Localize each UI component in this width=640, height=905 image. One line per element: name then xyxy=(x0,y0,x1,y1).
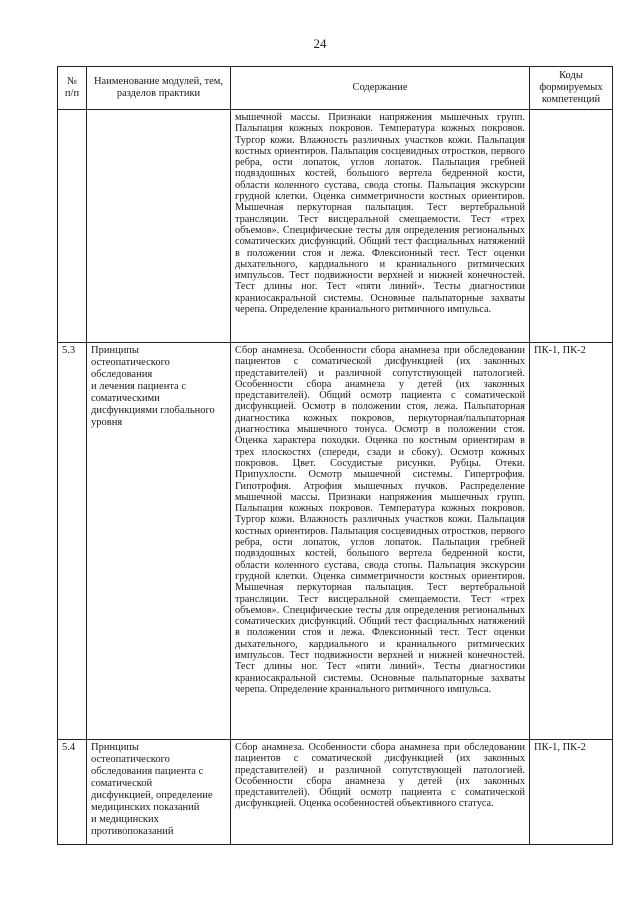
header-name: Наименование модулей, тем, разделов практики xyxy=(87,67,231,110)
row-codes: ПК-1, ПК-2 xyxy=(530,343,613,740)
row-codes: ПК-1, ПК-2 xyxy=(530,740,613,845)
row-content: Сбор анамнеза. Особенности сбора анамнеза при обследовании пациентов с соматической дисфункцией (их законных представителей) и различной сопутствующей патологией. Особенности сбора анамнеза у детей (их законных представителей). Общий осмотр пациента с соматической дисфункцией. Осмотр в положении стоя, лежа. Пальпаторная диагностика кожных покровов, перкуторная/пальпаторная диагностика мышечного тонуса. Осмотр в положении стоя. Оценка характера походки. Оценка по костным ориентирам в трех плоскостях (спереди, сзади и сбоку). Осмотр кожных покровов. Цвет. Сосудистые рисунки. Рубцы. Отеки. Припухлости. Осмотр мышечной системы. Гипертрофия. Гипотрофия. Атрофия мышечных пучков. Распределение мышечной массы. Признаки напряжения мышечных групп. Пальпация кожных покровов. Температура кожных покровов. Тургор кожи. Влажность различных участков кожи. Пальпация костных ориентиров. Пальпация сосцевидных отростков, первого ребра, ости лопаток, углов лопаток. Пальпация гребней подвздошных костей, большого вертела бедренной кости, области коленного сустава, свода стопы. Пальпация экскурсии грудной клетки. Оценка симметричности костных ориентиров. Мышечная перкуторная пальпация. Тест вертебральной трансляции. Тест висцеральной смещаемости. Тест «трех объемов». Специфические тесты для определения региональных соматических дисфункций. Общий тест фасциальных натяжений в положении стоя и лежа. Флексионный тест. Тест оценки дыхательного, кардиального и краниального ритмических импульсов. Тест подвижности верхней и нижней конечностей. Тест длины ног. Тест «пяти линий». Тесты диагностики краниосакральной системы. Основные пальпаторные захваты черепа. Определение краниального ритмичного импульса. xyxy=(231,343,530,740)
row-num xyxy=(58,110,87,343)
page-number: 24 xyxy=(313,36,327,51)
row-num: 5.4 xyxy=(58,740,87,845)
table-row xyxy=(58,740,613,845)
header-codes: Коды формируемых компетенций xyxy=(530,67,613,110)
row-num: 5.3 xyxy=(58,343,87,740)
header-content: Содержание xyxy=(231,67,530,110)
row-name xyxy=(87,110,231,343)
row-codes xyxy=(530,110,613,343)
row-content: мышечной массы. Признаки напряжения мышечных групп. Пальпация кожных покровов. Температура кожных покровов. Тургор кожи. Влажность различных участков кожи. Пальпация костных ориентиров. Пальпация сосцевидных отростков, первого ребра, ости лопаток, углов лопаток. Пальпация гребней подвздошных костей, большого вертела бедренной кости, области коленного сустава, свода стопы. Пальпация экскурсии грудной клетки. Оценка симметричности костных ориентиров. Мышечная перкуторная пальпация. Тест вертебральной трансляции. Тест висцеральной смещаемости. Тест «трех объемов». Специфические тесты для определения региональных соматических дисфункций. Общий тест фасциальных натяжений в положении стоя и лежа. Флексионный тест. Тест оценки дыхательного, кардиального и краниального ритмических импульсов. Тест подвижности верхней и нижней конечностей. Тест длины ног. Тест «пяти линий». Тесты диагностики краниосакральной системы. Основные пальпаторные захваты черепа. Определение краниального ритмичного импульса. xyxy=(231,110,530,343)
row-name: Принципы остеопатического обследования и лечения пациента с соматическими дисфункциями глобального уровня xyxy=(87,343,231,740)
row-name: Принципы остеопатического обследования пациента с соматической дисфункцией, определение медицинских показаний и медицинских противопоказаний xyxy=(87,740,231,845)
header-num: № п/п xyxy=(58,67,87,110)
table-row xyxy=(58,343,613,740)
table-header-row xyxy=(58,67,613,110)
curriculum-table xyxy=(57,66,613,845)
table-row xyxy=(58,110,613,343)
row-content: Сбор анамнеза. Особенности сбора анамнеза при обследовании пациентов с соматической дисфункцией (их законных представителей) и различной сопутствующей патологией. Особенности сбора анамнеза у детей (их законных представителей). Общий осмотр пациента с соматической дисфункцией. Оценка особенностей объективного статуса. xyxy=(231,740,530,845)
